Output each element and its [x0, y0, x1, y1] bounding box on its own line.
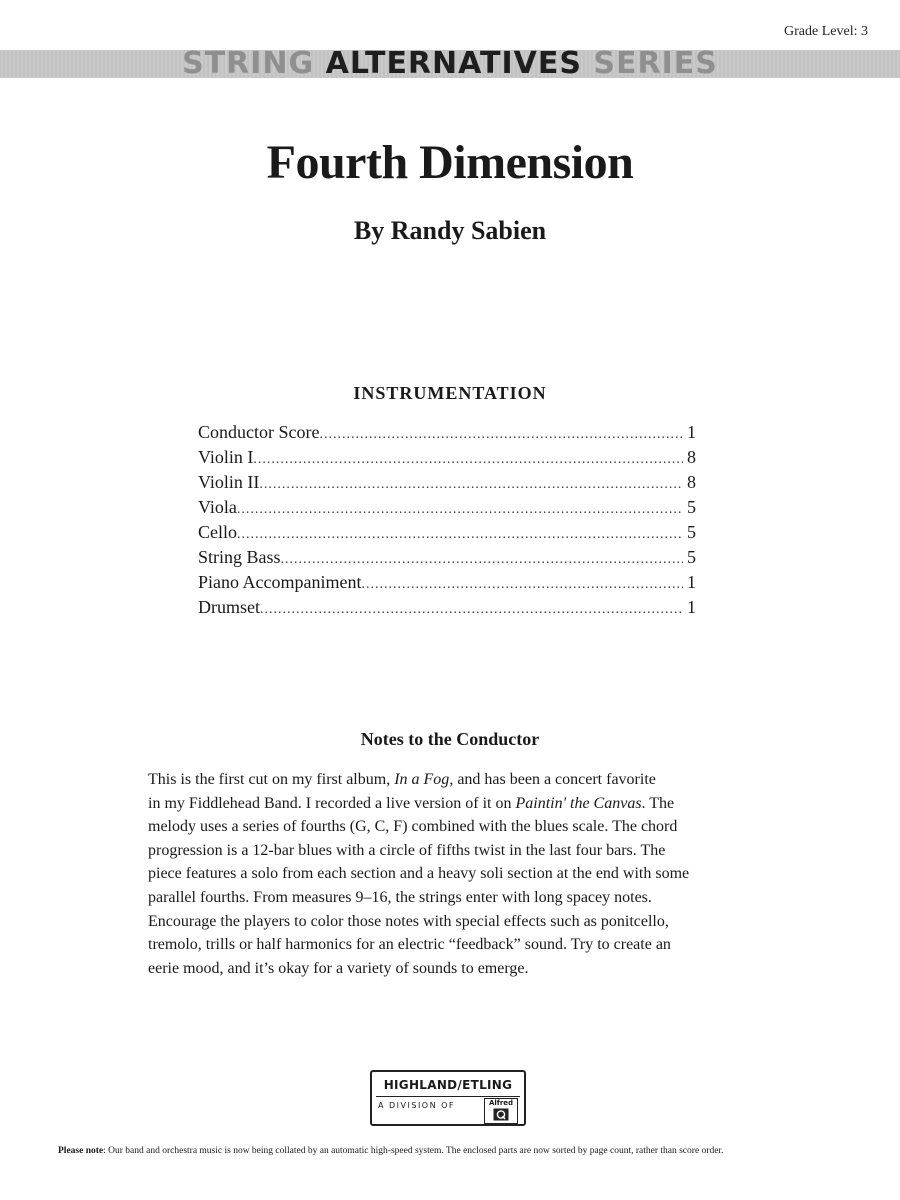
leader-dots: [260, 597, 683, 620]
footnote-text: : Our band and orchestra music is now being collated by an automatic high-speed system. The enclosed parts are now sorted by page count, rather than score order.: [103, 1146, 724, 1156]
leader-dots: [237, 497, 683, 520]
instrument-name: Violin I: [198, 447, 254, 467]
instrument-name: Violin II: [198, 472, 260, 492]
series-banner-series: SERIES: [581, 46, 718, 81]
part-count: 1: [687, 597, 696, 617]
instrumentation-row: [198, 570, 696, 595]
album-title: Paintin' the Canvas: [515, 794, 642, 812]
logo-divider: [376, 1096, 520, 1097]
leader-dots: [237, 522, 683, 545]
composer-byline: By Randy Sabien: [353, 216, 547, 245]
instrument-name: Drumset: [198, 597, 260, 617]
instrumentation-row: [198, 420, 696, 445]
leader-dots: [259, 472, 683, 495]
leader-dots: [361, 572, 683, 595]
notes-line: piece features a solo from each section and a heavy soli section at the end with some: [148, 865, 690, 883]
grade-level: Grade Level: 3: [784, 24, 868, 39]
part-count: 8: [687, 447, 696, 467]
notes-line: parallel fourths. From measures 9–16, the strings enter with long spacey notes.: [148, 888, 652, 906]
series-banner-string: STRING: [182, 46, 326, 81]
instrument-name: Piano Accompaniment: [198, 572, 362, 592]
leader-dots: [319, 422, 683, 445]
notes-heading: Notes to the Conductor: [360, 729, 540, 749]
series-banner-alternatives: ALTERNATIVES: [325, 46, 582, 81]
album-title: In a Fog: [394, 771, 450, 788]
instrument-name: Conductor Score: [198, 422, 320, 442]
part-count: 1: [687, 422, 696, 442]
notes-line: eerie mood, and it’s okay for a variety of sounds to emerge.: [148, 959, 529, 977]
alfred-logo-text: Alfred: [488, 1099, 514, 1107]
part-count: 5: [687, 547, 696, 567]
notes-line: Encourage the players to color those notes with special effects such as ponitcello,: [148, 912, 669, 930]
publisher-name: HIGHLAND/ETLING: [383, 1078, 513, 1092]
instrumentation-row: [198, 495, 696, 520]
part-count: 1: [687, 572, 696, 592]
instrument-name: Cello: [198, 522, 237, 542]
notes-line: melody uses a series of fourths (G, C, F) combined with the blues scale. The chord: [148, 818, 678, 836]
notes-line: tremolo, trills or half harmonics for an electric “feedback” sound. Try to create an: [148, 936, 671, 954]
notes-text: This is the first cut on my first album,: [148, 771, 395, 788]
notes-line: progression is a 12-bar blues with a circle of fifths twist in the last four bars. The: [148, 841, 666, 859]
instrumentation-list: [198, 420, 696, 620]
instrumentation-heading: INSTRUMENTATION: [353, 383, 547, 403]
instrumentation-row: [198, 545, 696, 570]
leader-dots: [253, 447, 683, 470]
notes-text: . The: [641, 794, 675, 812]
page-title: Fourth Dimension: [266, 136, 634, 189]
footnote-label: Please note: [58, 1146, 104, 1156]
alfred-logo-icon: [484, 1098, 518, 1124]
notes-line: [148, 792, 748, 816]
notes-text: in my Fiddlehead Band. I recorded a live version of it on: [148, 794, 516, 812]
instrumentation-row: [198, 520, 696, 545]
notes-line: [148, 768, 748, 792]
instrumentation-row: [198, 595, 696, 620]
part-count: 5: [687, 497, 696, 517]
collation-footnote: [58, 1146, 858, 1156]
instrument-name: Viola: [198, 497, 237, 517]
part-count: 8: [687, 472, 696, 492]
publisher-division: A DIVISION OF: [378, 1101, 456, 1110]
instrumentation-row: [198, 470, 696, 495]
instrument-name: String Bass: [198, 547, 281, 567]
series-banner: [0, 46, 900, 82]
instrumentation-row: [198, 445, 696, 470]
publisher-logo: [370, 1070, 526, 1126]
notes-body: [148, 768, 748, 980]
leader-dots: [281, 547, 683, 570]
part-count: 5: [687, 522, 696, 542]
alfred-mark-icon: [493, 1108, 509, 1121]
notes-text: , and has been a concert favorite: [449, 771, 656, 788]
